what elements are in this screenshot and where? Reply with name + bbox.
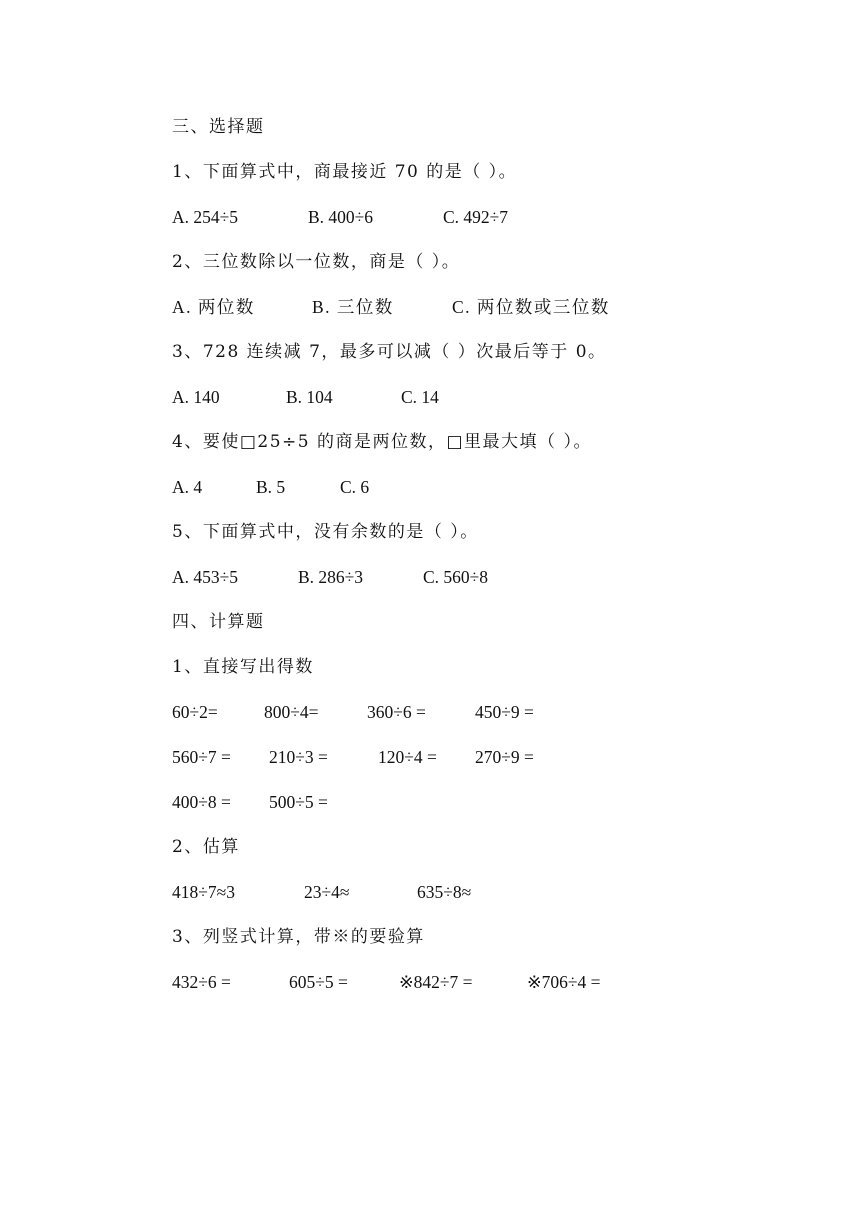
question-5-text: 5、下面算式中，没有余数的是（ ）。 [172, 522, 479, 542]
option-a: A. 140 [172, 387, 220, 407]
section-heading-choice: 三、选择题 [172, 117, 265, 137]
option-a: A. 4 [172, 477, 203, 497]
question-3-text: 3、728 连续减 7，最多可以减（ ）次最后等于 0。 [172, 342, 607, 362]
part-3-title: 3、列竖式计算，带※的要验算 [172, 927, 425, 947]
expression: 270÷9 = [475, 747, 534, 767]
question-1-text: 1、下面算式中，商最接近 70 的是（ ）。 [172, 162, 518, 182]
expression: ※842÷7 = [399, 972, 473, 992]
option-c: C. 两位数或三位数 [452, 297, 610, 317]
section-heading-calculation: 四、计算题 [172, 612, 265, 632]
option-c: C. 14 [401, 387, 439, 407]
option-b: B. 400÷6 [308, 207, 374, 227]
option-b: B. 5 [256, 477, 286, 497]
expression: 60÷2= [172, 702, 218, 722]
expression: 635÷8≈ [417, 882, 472, 902]
expression: 500÷5 = [269, 792, 328, 812]
option-a: A. 两位数 [172, 297, 255, 317]
option-c: C. 560÷8 [423, 567, 489, 587]
expression: 800÷4= [264, 702, 319, 722]
part-1-title: 1、直接写出得数 [172, 657, 314, 677]
option-c: C. 6 [340, 477, 370, 497]
option-b: B. 104 [286, 387, 333, 407]
question-2-text: 2、三位数除以一位数，商是（ ）。 [172, 252, 461, 272]
option-c: C. 492÷7 [443, 207, 509, 227]
option-b: B. 286÷3 [298, 567, 364, 587]
part-2-title: 2、估算 [172, 837, 240, 857]
expression: 418÷7≈3 [172, 882, 235, 902]
expression: 560÷7 = [172, 747, 231, 767]
expression: 210÷3 = [269, 747, 328, 767]
expression: 400÷8 = [172, 792, 231, 812]
expression: 450÷9 = [475, 702, 534, 722]
option-b: B. 三位数 [312, 297, 394, 317]
option-a: A. 254÷5 [172, 207, 238, 227]
question-4-text: 4、要使□25÷5 的商是两位数，□里最大填（ ）。 [172, 432, 592, 452]
option-a: A. 453÷5 [172, 567, 238, 587]
expression: 23÷4≈ [304, 882, 350, 902]
expression: 605÷5 = [289, 972, 348, 992]
expression: ※706÷4 = [527, 972, 601, 992]
expression: 432÷6 = [172, 972, 231, 992]
expression: 360÷6 = [367, 702, 426, 722]
expression: 120÷4 = [378, 747, 437, 767]
